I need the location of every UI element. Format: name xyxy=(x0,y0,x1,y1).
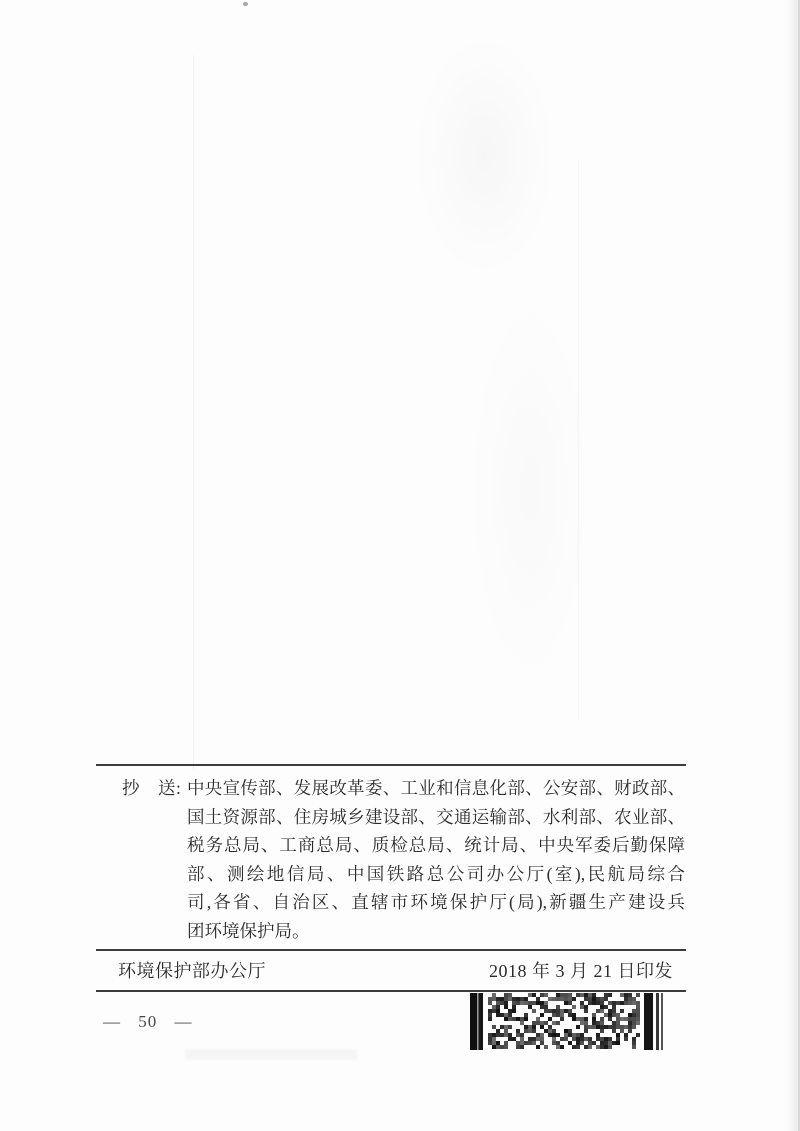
barcode-module xyxy=(632,1025,636,1029)
barcode-module xyxy=(616,1041,620,1045)
barcode-module xyxy=(628,1029,632,1033)
scan-bleedthrough-band xyxy=(185,1049,357,1060)
barcode-module xyxy=(636,1033,640,1037)
barcode-module xyxy=(520,1045,524,1049)
cc-recipient-list xyxy=(187,774,685,945)
barcode-module xyxy=(632,1045,636,1049)
barcode-right-guard-bars xyxy=(644,993,668,1050)
barcode-module xyxy=(508,1025,512,1029)
scan-speck xyxy=(243,2,248,6)
barcode-module xyxy=(560,1017,564,1021)
barcode-module xyxy=(576,1025,580,1029)
barcode-module xyxy=(524,1017,528,1021)
cc-line: 部、测绘地信局、中国铁路总公司办公厅(室),民航局综合 xyxy=(187,863,685,884)
barcode-module xyxy=(572,1005,576,1009)
barcode-module xyxy=(584,1029,588,1033)
page-number: — 50 — xyxy=(103,1012,193,1031)
barcode-module xyxy=(608,1045,612,1049)
barcode-module xyxy=(636,993,640,997)
footer-bottom-rule xyxy=(96,990,686,992)
cc-line: 国土资源部、住房城乡建设部、交通运输部、水利部、农业部、 xyxy=(187,806,685,827)
scan-page-edge-shadow xyxy=(786,0,800,1131)
document-barcode xyxy=(470,993,668,1050)
barcode-module xyxy=(512,1009,516,1013)
footer-row xyxy=(96,951,686,989)
cc-line: 司,各省、自治区、直辖市环境保护厅(局),新疆生产建设兵 xyxy=(187,892,685,912)
barcode-module xyxy=(576,1045,580,1049)
barcode-module xyxy=(560,1045,564,1049)
barcode-module xyxy=(608,993,612,997)
barcode-module xyxy=(488,1017,492,1021)
print-date: 2018 年 3 月 21 日印发 xyxy=(489,961,673,981)
barcode-module xyxy=(600,1029,604,1033)
cc-section xyxy=(122,774,685,945)
cc-label: 抄 送: xyxy=(122,778,182,798)
cc-line: 税务总局、工商总局、质检总局、统计局、中央军委后勤保障 xyxy=(187,835,685,855)
barcode-module xyxy=(556,1021,560,1025)
scan-artifact-vertical-line xyxy=(193,55,194,770)
barcode-module xyxy=(636,1021,640,1025)
barcode-left-guard-bar xyxy=(470,993,483,1050)
cc-line: 中央宣传部、发展改革委、工业和信息化部、公安部、财政部、 xyxy=(187,778,685,798)
barcode-module xyxy=(620,1009,624,1013)
scan-artifact-vertical-line xyxy=(578,160,579,720)
barcode-module xyxy=(544,1045,548,1049)
scan-bleedthrough-smudge xyxy=(415,35,555,275)
barcode-module xyxy=(588,1045,592,1049)
barcode-module xyxy=(584,1009,588,1013)
scan-bleedthrough-smudge xyxy=(470,300,590,680)
cc-line: 团环境保护局。 xyxy=(187,920,310,941)
barcode-module xyxy=(624,1037,628,1041)
barcode-module xyxy=(540,1013,544,1017)
barcode-module xyxy=(572,997,576,1001)
issuing-office: 环境保护部办公厅 xyxy=(118,961,266,981)
barcode-module xyxy=(532,1009,536,1013)
cc-section-top-rule xyxy=(96,764,686,766)
barcode-module xyxy=(536,1045,540,1049)
barcode-data-matrix xyxy=(488,993,640,1050)
barcode-module xyxy=(504,1045,508,1049)
